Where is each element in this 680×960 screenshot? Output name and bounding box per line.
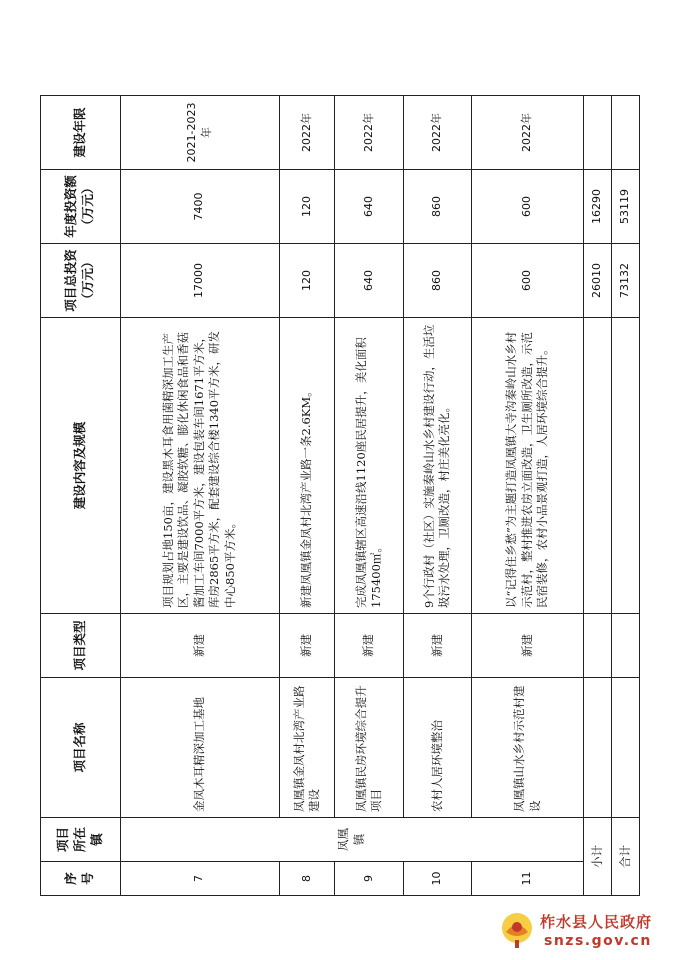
row-name: 凤凰镇民房环境综合提升项目	[335, 678, 403, 818]
grandtotal-empty	[611, 318, 639, 614]
row-seq: 7	[120, 862, 279, 896]
row-scope: 以“记得住乡愁”为主题打造凤凰镇大寺沟秦岭山水乡村示范村，整村推进农房立面改造，卫生厕所改造，示范民宿装修，农村小品景观打造，人居环境综合提升。	[472, 318, 584, 614]
subtotal-empty	[583, 614, 611, 678]
row-period: 2022年	[472, 96, 584, 170]
row-total: 120	[279, 244, 335, 318]
header-seq: 序号	[41, 862, 121, 896]
row-annual: 7400	[120, 170, 279, 244]
row-scope: 新建凤凰镇金凤村北湾产业路一条2.6KM。	[279, 318, 335, 614]
rotated-table-wrapper	[40, 96, 640, 896]
header-type: 项目类型	[41, 614, 121, 678]
document-page	[40, 96, 640, 896]
grandtotal-annual: 53119	[611, 170, 639, 244]
row-name: 凤凰镇金凤村北湾产业路建设	[279, 678, 335, 818]
watermark-domain: snzs.gov.cn	[544, 933, 652, 949]
subtotal-annual: 16290	[583, 170, 611, 244]
site-watermark-logo	[500, 910, 675, 954]
row-seq: 11	[472, 862, 584, 896]
project-table	[40, 95, 640, 896]
row-total: 860	[403, 244, 471, 318]
row-seq: 10	[403, 862, 471, 896]
subtotal-label: 小计	[583, 818, 611, 896]
subtotal-empty	[583, 678, 611, 818]
subtotal-total: 26010	[583, 244, 611, 318]
row-annual: 640	[335, 170, 403, 244]
row-annual: 120	[279, 170, 335, 244]
row-scope: 9个行政村（社区）实施秦岭山水乡村建设行动，生活垃圾污水处理，卫厕改造，村庄美化亮化。	[403, 318, 471, 614]
row-total: 17000	[120, 244, 279, 318]
row-period: 2022年	[403, 96, 471, 170]
row-annual: 860	[403, 170, 471, 244]
table-header-row	[41, 96, 121, 896]
grandtotal-label: 合计	[611, 818, 639, 896]
row-name: 农村人居环境整治	[403, 678, 471, 818]
row-period: 2022年	[279, 96, 335, 170]
header-scope: 建设内容及规模	[41, 318, 121, 614]
row-scope: 项目规划占地150亩，建设黑木耳食用菌精深加工生产区，主要是建设饮品、凝胶软糖、膨化休闲食品和香菇酱加工车间7000平方米，建设包装车间1671平方米，库房2865平方米，配套建设综合楼1340平方米，研发中心850平方米。	[120, 318, 279, 614]
table-row	[335, 96, 403, 896]
row-type: 新建	[120, 614, 279, 678]
row-type: 新建	[403, 614, 471, 678]
row-seq: 8	[279, 862, 335, 896]
header-town: 项目所在镇	[41, 818, 121, 862]
grandtotal-row	[611, 96, 639, 896]
header-name: 项目名称	[41, 678, 121, 818]
row-type: 新建	[335, 614, 403, 678]
subtotal-empty	[583, 96, 611, 170]
table-row	[472, 96, 584, 896]
header-period: 建设年限	[41, 96, 121, 170]
subtotal-row	[583, 96, 611, 896]
row-type: 新建	[472, 614, 584, 678]
row-period: 2022年	[335, 96, 403, 170]
header-total: 项目总投资（万元）	[41, 244, 121, 318]
table-row	[279, 96, 335, 896]
row-town: 凤凰镇	[120, 818, 583, 862]
grandtotal-total: 73132	[611, 244, 639, 318]
row-total: 640	[335, 244, 403, 318]
emblem-icon	[500, 910, 534, 950]
grandtotal-empty	[611, 678, 639, 818]
grandtotal-empty	[611, 614, 639, 678]
watermark-title: 柞水县人民政府	[540, 913, 653, 931]
row-type: 新建	[279, 614, 335, 678]
row-scope: 完成凤凰镇辖区高速沿线1120座民居提升，美化面积175400㎡。	[335, 318, 403, 614]
row-annual: 600	[472, 170, 584, 244]
row-period: 2021-2023年	[120, 96, 279, 170]
table-row	[120, 96, 279, 896]
row-total: 600	[472, 244, 584, 318]
table-row	[403, 96, 471, 896]
row-name: 凤凰镇山水乡村示范村建设	[472, 678, 584, 818]
subtotal-empty	[583, 318, 611, 614]
grandtotal-empty	[611, 96, 639, 170]
row-seq: 9	[335, 862, 403, 896]
row-name: 金凤木耳精深加工基地	[120, 678, 279, 818]
header-annual: 年度投资额（万元）	[41, 170, 121, 244]
